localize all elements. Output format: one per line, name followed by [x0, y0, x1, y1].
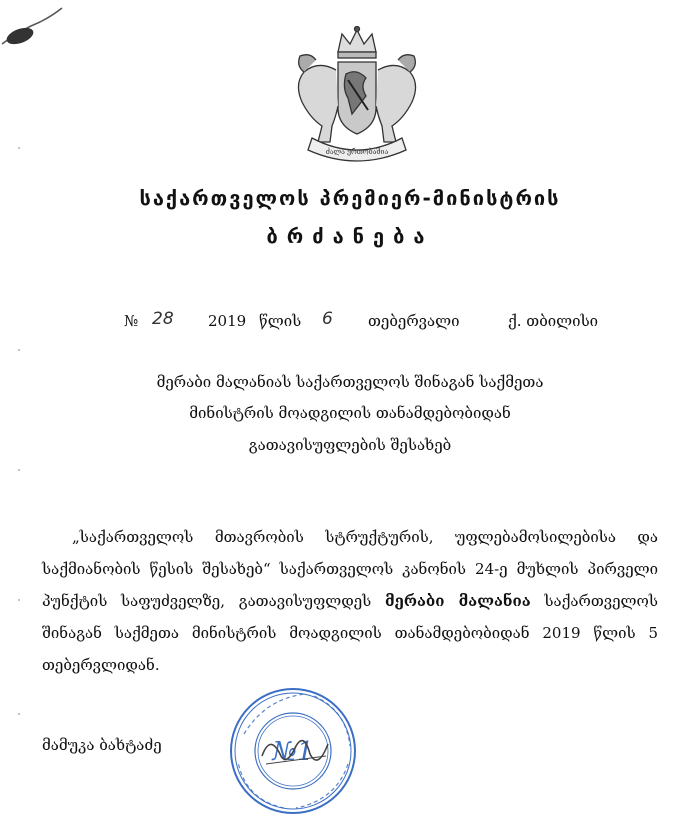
number-sign: № [124, 312, 139, 330]
coat-of-arms-emblem [282, 26, 432, 164]
year-word: წლის [259, 312, 302, 330]
order-year: 2019 [208, 312, 247, 330]
body-text-part: საქართველოს შინაგან საქმეთა მინისტრის მოადგილის თანამდებობიდან 2019 წლის 5 თებერვლიდან. [42, 592, 658, 674]
document-type-title: ბრძანება [266, 224, 434, 248]
signer-name: მამუკა ბახტაძე [42, 736, 162, 754]
document-title: საქართველოს პრემიერ-მინისტრის [139, 186, 561, 210]
order-day: 6 [322, 309, 333, 329]
official-stamp-seal [226, 684, 360, 818]
order-body-paragraph [42, 521, 658, 681]
svg-text:ძალა ერთობაშია: ძალა ერთობაშია [325, 148, 389, 156]
svg-text:№1: №1 [272, 737, 314, 767]
dismissed-person-name: მერაბი მალანია [385, 592, 531, 610]
order-month: თებერვალი [368, 312, 460, 330]
subject-line: მერაბი მალანიას საქართველოს შინაგან საქმეთა [156, 373, 544, 391]
order-number: 28 [152, 309, 174, 329]
subject-line: მინისტრის მოადგილის თანამდებობიდან [189, 404, 511, 422]
paper-clip-mark [0, 0, 70, 50]
order-city: ქ. თბილისი [508, 312, 599, 330]
subject-line: გათავისუფლების შესახებ [248, 436, 452, 454]
body-text-part: „საქართველოს მთავრობის სტრუქტურის, უფლებამოსილებისა და საქმიანობის წესის შესახებ“ საქართველოს კანონის 24-ე მუხლის პირველი პუნქტის საფუძველზე, გათავისუფლდეს [42, 528, 658, 610]
order-meta-line [0, 308, 700, 334]
